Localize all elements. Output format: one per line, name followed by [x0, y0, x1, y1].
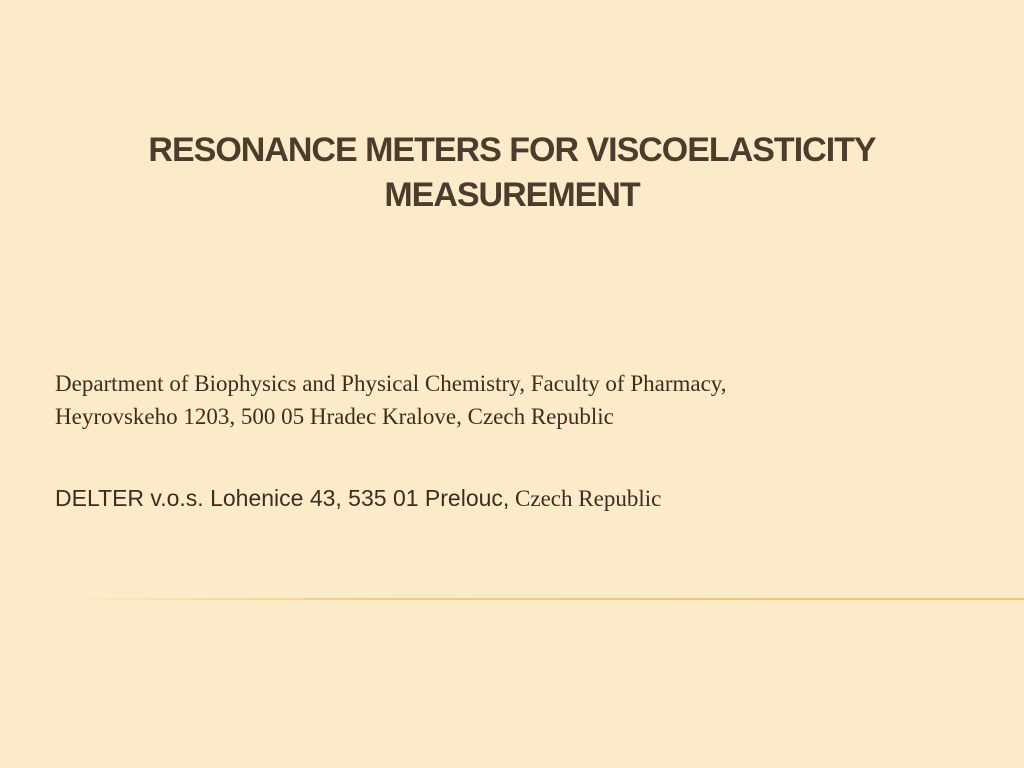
affiliation-text [55, 367, 975, 433]
slide-title-line-1: RESONANCE METERS FOR VISCOELASTICITY [148, 131, 876, 169]
company-address-part-2: Czech Republic [509, 486, 662, 511]
company-address [55, 482, 975, 515]
slide-title-line-2: MEASUREMENT [384, 176, 640, 214]
company-address-part-1: DELTER v.o.s. Lohenice 43, 535 01 Prelouc, [55, 485, 510, 511]
affiliation-line-1: Department of Biophysics and Physical Chemistry, Faculty of Pharmacy, [55, 371, 727, 396]
slide-title [80, 128, 944, 218]
footer-divider [60, 598, 1024, 600]
affiliation-line-2: Heyrovskeho 1203, 500 05 Hradec Kralove, Czech Republic [55, 404, 614, 429]
